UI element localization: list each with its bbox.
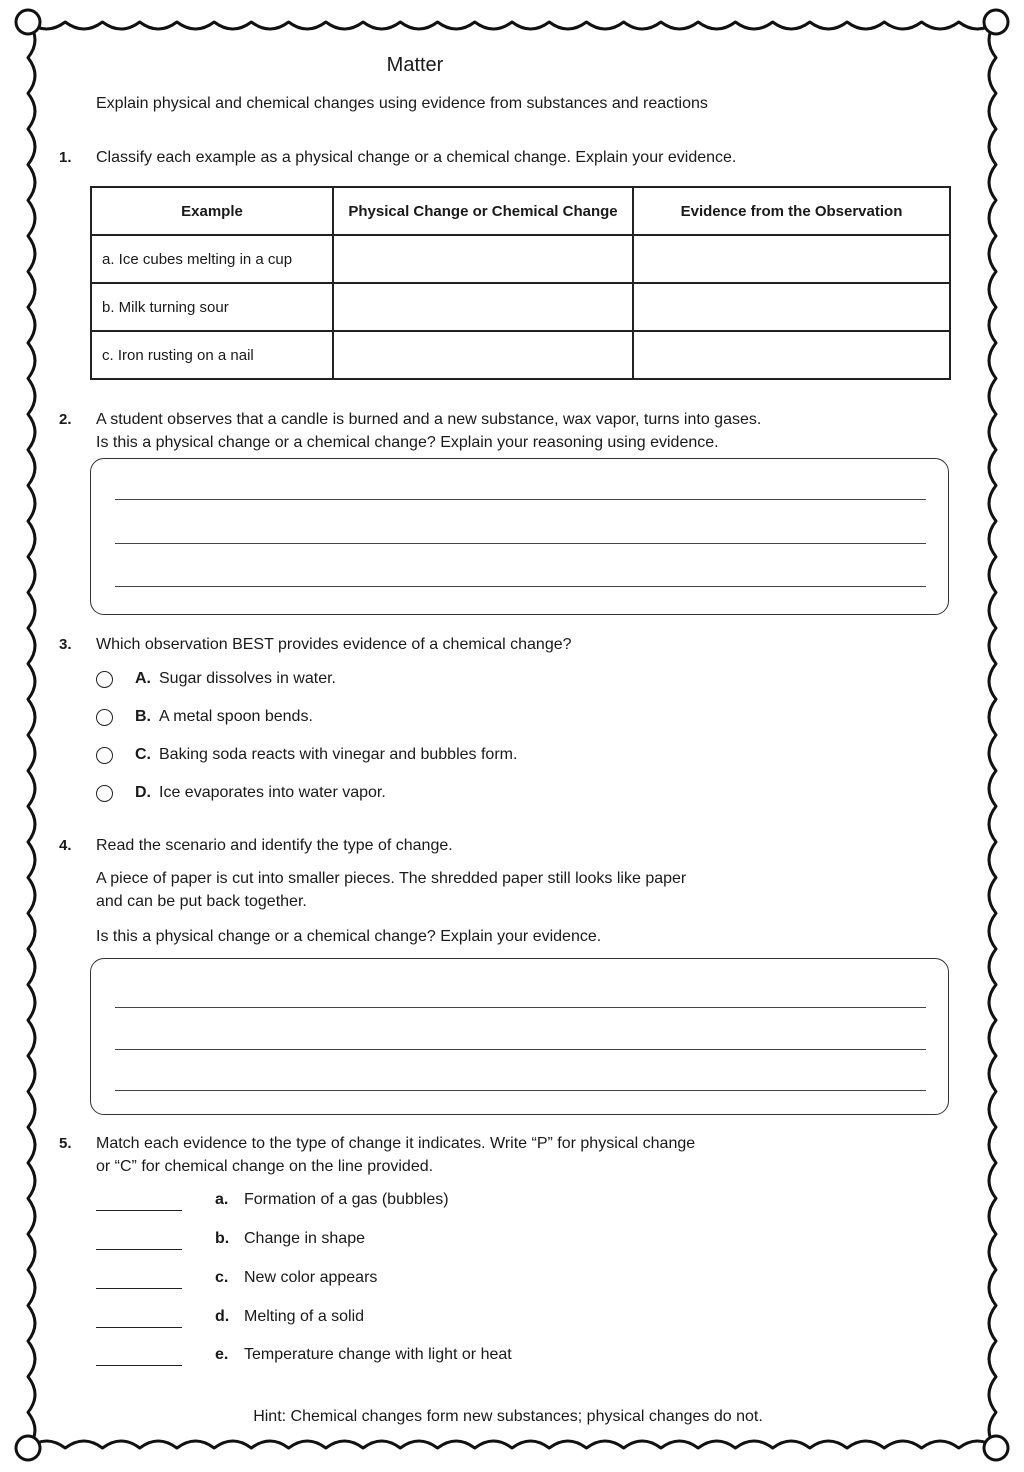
option-d[interactable]	[96, 784, 386, 802]
header-evidence: Evidence from the Observation	[633, 187, 950, 235]
item-letter: c.	[215, 1269, 229, 1286]
worksheet-subtitle: Explain physical and chemical changes using evidence from substances and reactions	[96, 95, 708, 112]
question-4-scenario	[96, 867, 686, 913]
table-row	[91, 235, 950, 283]
option-letter: D.	[135, 784, 151, 801]
radio-button-d[interactable]	[96, 785, 113, 802]
option-letter: C.	[135, 746, 151, 763]
worksheet-title: Matter	[386, 54, 444, 76]
example-cell: a. Ice cubes melting in a cup	[91, 235, 333, 283]
answer-line[interactable]	[115, 543, 926, 544]
answer-blank[interactable]	[96, 1365, 182, 1366]
answer-line[interactable]	[115, 1090, 926, 1091]
option-letter: B.	[135, 708, 151, 725]
question-2-line-2: Is this a physical change or a chemical change? Explain your reasoning using evidence.	[96, 434, 719, 451]
header-example: Example	[91, 187, 333, 235]
question-2-text	[96, 408, 761, 454]
question-2-answer-box[interactable]	[90, 458, 949, 615]
change-type-cell[interactable]	[333, 331, 633, 379]
example-cell: b. Milk turning sour	[91, 283, 333, 331]
example-cell: c. Iron rusting on a nail	[91, 331, 333, 379]
radio-button-b[interactable]	[96, 709, 113, 726]
evidence-cell[interactable]	[633, 331, 950, 379]
table-header-row	[91, 187, 950, 235]
question-5-line-2: or “C” for chemical change on the line provided.	[96, 1158, 434, 1175]
match-item-e	[96, 1346, 796, 1370]
border-corner-circle	[16, 1436, 40, 1460]
question-3-prompt: Which observation BEST provides evidence of a chemical change?	[96, 636, 572, 653]
answer-line[interactable]	[115, 1049, 926, 1050]
item-letter: a.	[215, 1191, 229, 1208]
evidence-cell[interactable]	[633, 283, 950, 331]
option-text: A metal spoon bends.	[159, 708, 313, 725]
radio-button-c[interactable]	[96, 747, 113, 764]
option-letter: A.	[135, 670, 151, 687]
item-text: Change in shape	[244, 1230, 365, 1247]
question-4-number: 4.	[59, 837, 72, 854]
option-text: Sugar dissolves in water.	[159, 670, 336, 687]
question-3-number: 3.	[59, 636, 72, 653]
evidence-cell[interactable]	[633, 235, 950, 283]
answer-line[interactable]	[115, 499, 926, 500]
question-5-line-1: Match each evidence to the type of change it indicates. Write “P” for physical change	[96, 1135, 696, 1152]
match-item-c	[96, 1269, 796, 1293]
scenario-line-2: and can be put back together.	[96, 893, 307, 910]
item-text: Formation of a gas (bubbles)	[244, 1191, 449, 1208]
item-text: Temperature change with light or heat	[244, 1346, 512, 1363]
answer-blank[interactable]	[96, 1210, 182, 1211]
table-row	[91, 331, 950, 379]
question-5-text	[96, 1132, 695, 1178]
table-row	[91, 283, 950, 331]
item-letter: d.	[215, 1308, 230, 1325]
classification-table	[90, 186, 951, 380]
hint-text: Hint: Chemical changes form new substances; physical changes do not.	[253, 1408, 763, 1425]
answer-line[interactable]	[115, 586, 926, 587]
scenario-line-1: A piece of paper is cut into smaller pieces. The shredded paper still looks like paper	[96, 870, 687, 887]
option-text: Baking soda reacts with vinegar and bubbles form.	[159, 746, 518, 763]
item-letter: b.	[215, 1230, 230, 1247]
border-corner-circle	[16, 10, 40, 34]
question-5-number: 5.	[59, 1135, 72, 1152]
question-1-number: 1.	[59, 149, 72, 166]
question-1-prompt: Classify each example as a physical change or a chemical change. Explain your evidence.	[96, 149, 737, 166]
option-a[interactable]	[96, 670, 336, 688]
change-type-cell[interactable]	[333, 235, 633, 283]
question-2-line-1: A student observes that a candle is burned and a new substance, wax vapor, turns into gases.	[96, 411, 762, 428]
radio-button-a[interactable]	[96, 671, 113, 688]
answer-blank[interactable]	[96, 1327, 182, 1328]
question-2-number: 2.	[59, 411, 72, 428]
match-item-a	[96, 1191, 796, 1215]
answer-blank[interactable]	[96, 1249, 182, 1250]
question-4-question: Is this a physical change or a chemical change? Explain your evidence.	[96, 928, 602, 945]
item-text: Melting of a solid	[244, 1308, 365, 1325]
item-text: New color appears	[244, 1269, 378, 1286]
answer-blank[interactable]	[96, 1288, 182, 1289]
match-item-d	[96, 1308, 796, 1332]
match-item-b	[96, 1230, 796, 1254]
border-corner-circle	[984, 1436, 1008, 1460]
header-change-type: Physical Change or Chemical Change	[333, 187, 633, 235]
answer-line[interactable]	[115, 1007, 926, 1008]
change-type-cell[interactable]	[333, 283, 633, 331]
border-corner-circle	[984, 10, 1008, 34]
item-letter: e.	[215, 1346, 229, 1363]
option-b[interactable]	[96, 708, 313, 726]
question-4-answer-box[interactable]	[90, 958, 949, 1115]
option-c[interactable]	[96, 746, 517, 764]
question-4-prompt: Read the scenario and identify the type of change.	[96, 837, 453, 854]
option-text: Ice evaporates into water vapor.	[159, 784, 386, 801]
